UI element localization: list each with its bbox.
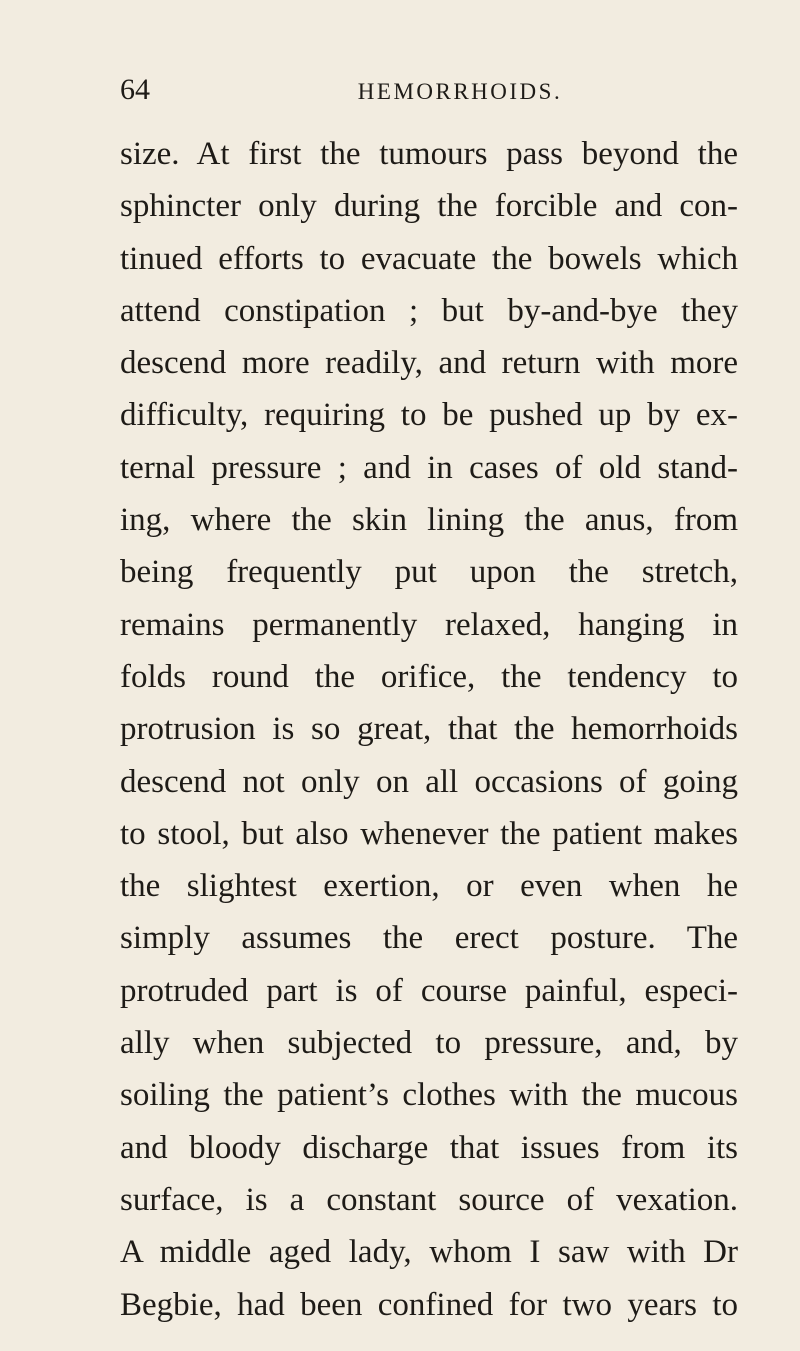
text-line: attend constipation ; but by-and-bye they	[120, 292, 738, 329]
text-line: ternal pressure ; and in cases of old stand-	[120, 449, 738, 486]
text-line: descend not only on all occasions of going	[120, 763, 738, 800]
text-line: to stool, but also whenever the patient makes	[120, 815, 738, 852]
text-line: soiling the patient’s clothes with the mucous	[120, 1077, 738, 1114]
text-line: folds round the orifice, the tendency to	[120, 658, 738, 695]
running-title: HEMORRHOIDS.	[357, 79, 563, 104]
page-header	[120, 70, 740, 118]
text-line: and bloody discharge that issues from its	[120, 1129, 738, 1166]
text-line: sphincter only during the forcible and con-	[120, 188, 738, 225]
text-line: A middle aged lady, whom I saw with Dr	[120, 1234, 738, 1271]
text-line: being frequently put upon the stretch,	[120, 554, 738, 591]
text-line: descend more readily, and return with more	[120, 345, 738, 382]
body-text	[120, 128, 738, 1331]
text-line: protruded part is of course painful, especi-	[120, 972, 738, 1009]
text-line: simply assumes the erect posture. The	[120, 920, 738, 957]
text-line: tinued efforts to evacuate the bowels which	[120, 240, 738, 277]
text-line: surface, is a constant source of vexation.	[120, 1181, 738, 1218]
page-number: 64	[120, 73, 150, 106]
text-line: ally when subjected to pressure, and, by	[120, 1025, 738, 1062]
text-line: difficulty, requiring to be pushed up by ex-	[120, 397, 738, 434]
text-line: protrusion is so great, that the hemorrhoids	[120, 711, 738, 748]
text-line: ing, where the skin lining the anus, from	[120, 502, 738, 539]
text-line: Begbie, had been confined for two years to	[120, 1286, 738, 1323]
text-line: size. At first the tumours pass beyond the	[120, 136, 738, 172]
text-line: remains permanently relaxed, hanging in	[120, 606, 738, 643]
text-line: the slightest exertion, or even when he	[120, 868, 738, 905]
